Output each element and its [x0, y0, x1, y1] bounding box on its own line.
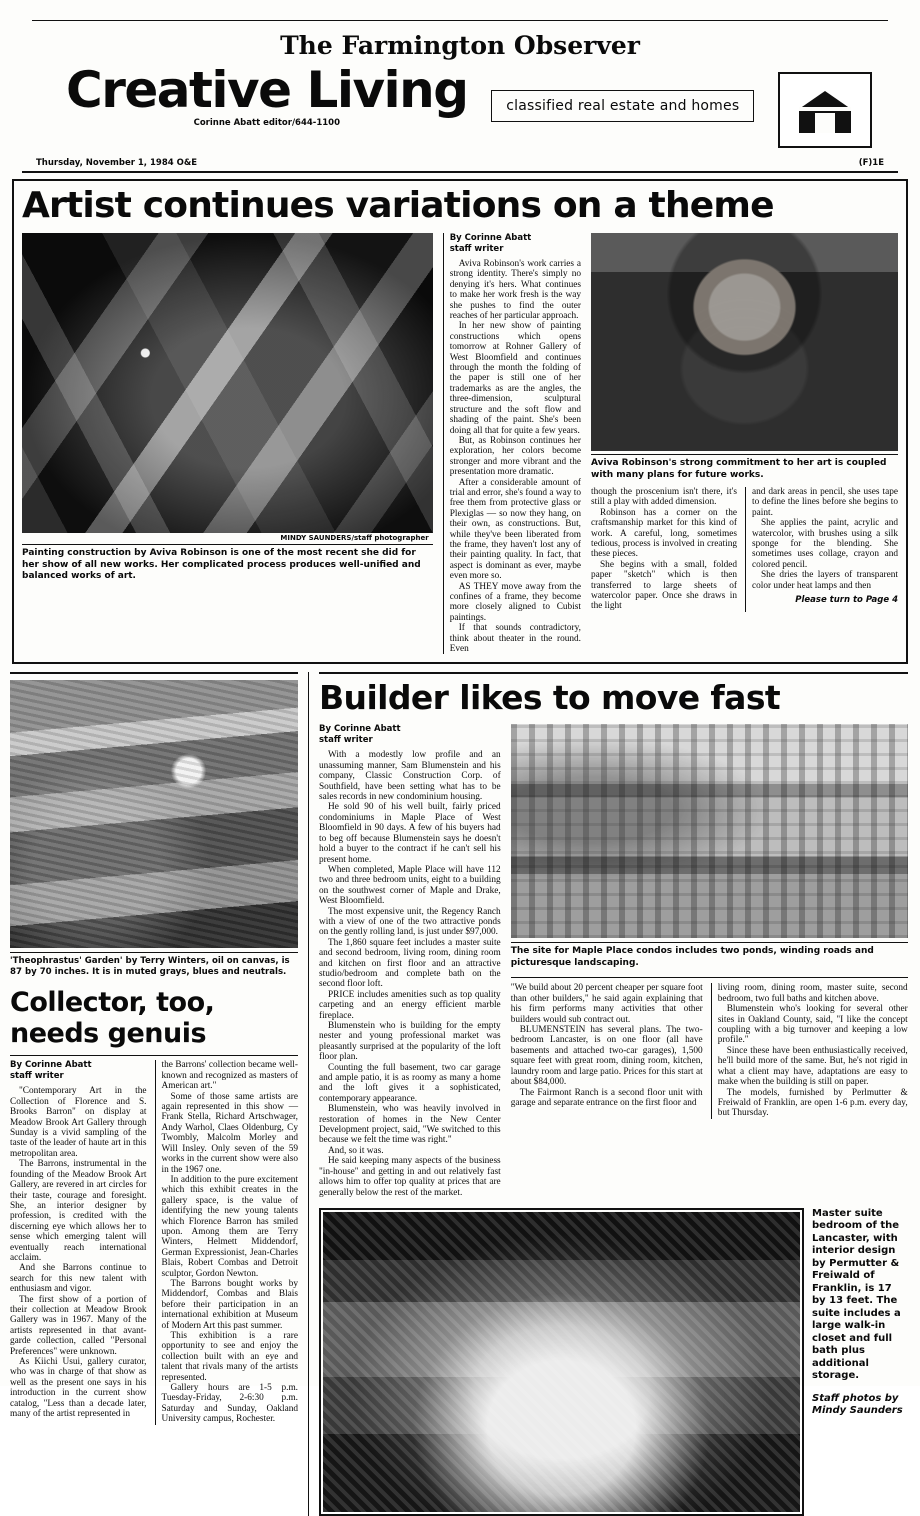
paragraph: Blumenstein who is building for the empty nester and young professional market was pleasantly surprised at the popularity of the loft floor plan. [319, 1021, 501, 1063]
paragraph: The 1,860 square feet includes a master suite and second bedroom, living room, dining room and kitchen on first floor and an attractive studio/bedroom and complete bath on the second floor loft. [319, 937, 501, 990]
story3-byline-name: By Corinne Abatt [10, 1060, 92, 1071]
paragraph: Robinson has a corner on the craftsmanship market for this kind of work. A careful, long, sometimes tedious, process is involved in creating these pieces. [591, 507, 737, 560]
paragraph: living room, dining room, master suite, second bedroom, two full baths and kitchen above. [717, 983, 908, 1004]
paragraph: In addition to the pure excitement which this exhibit creates in the gallery space, is the value of identifying the new young talents which Florence Barron has smiled upon. Among them are Terry Winters, Helmett Middendorf, German Expressionist, Jean-Charles Blais, Robert Combas and Detroit sculptor, Gordon Newton. [161, 1174, 298, 1279]
page-number: (F)1E [858, 158, 884, 168]
paragraph: The Fairmont Ranch is a second floor unit with garage and separate entrance on the first floor and [510, 1087, 703, 1108]
aviva-robinson-portrait [591, 233, 898, 451]
section-title-block [30, 61, 468, 128]
paragraph: BLUMENSTEIN has several plans. The two-bedroom Lancaster, is on one floor (all have basements and attached two-car garages), 1,500 square feet with great room, dining room, kitchen, laundry room and large patio. Prices for this start at about $84,000. [510, 1025, 703, 1088]
story2-byline-role: staff writer [319, 735, 373, 746]
theophrastus-garden-painting-photo [10, 680, 298, 948]
paragraph: PRICE includes amenities such as top quality carpeting and an energy efficient marble fireplace. [319, 989, 501, 1021]
story2-caption: The site for Maple Place condos includes two ponds, winding roads and picturesque landscaping. [510, 946, 874, 968]
paragraph: But, as Robinson continues her exploration, her colors become stronger and more vibrant and the presentation more dramatic. [449, 435, 581, 478]
story1-byline-name: By Corinne Abatt [449, 233, 532, 243]
paragraph: Since these have been enthusiastically received, he'll build more of the same. But, he's not rigid in what a client may have, adaptations are easy to make when the building is still on paper. [717, 1045, 908, 1088]
story1-jump-line: Please turn to Page 4 [795, 595, 898, 606]
editor-credit: Corinne Abatt editor/644-1100 [193, 118, 340, 128]
story3-headline-line1: Collector, too, [10, 987, 215, 1019]
paragraph: This exhibition is a rare opportunity to see and enjoy the collection built with an eye and talent that rivals many of the artists represented. [161, 1331, 298, 1383]
story-collector [10, 672, 298, 1515]
story1-byline-role: staff writer [449, 244, 504, 254]
paragraph: "Contemporary Art in the Collection of Florence and S. Brooks Barron" on display at Meadow Brook Art Gallery through Sunday is a vivid sampling of the taste of the leader of haute art in this metropolitan area. [10, 1086, 147, 1159]
paragraph: Counting the full basement, two car garage and ample patio, it is as roomy as many a home and the loft gives it a sophisticated, contemporary appearance. [319, 1062, 501, 1104]
paper-name-text: The Farmington Observer [270, 31, 650, 60]
paper-name [18, 31, 902, 60]
masthead-rule [32, 20, 888, 21]
house-logo-icon [795, 87, 855, 133]
paragraph: The Barrons, instrumental in the founding of the Meadow Brook Art Gallery, are revered in art circles for their taste, courage and foresight. She, an interior designer by profession, is credited with the discerning eye which allows her to sense which emerging talent will eventually reach international acclaim. [10, 1159, 147, 1263]
story3-headline [10, 987, 298, 1049]
sidebar-caption: Master suite bedroom of the Lancaster, with interior design by Permutter & Freiwald of Franklin, is 17 by 13 feet. The suite includes a large walk-in closet and full bath plus additional storage. [812, 1207, 901, 1382]
dateline-bar [22, 148, 898, 173]
paragraph: He sold 90 of his well built, fairly priced condominiums in Maple Place of West Bloomfield in 90 days. A few of his buyers had to beg off because Blumenstein says he doesn't hold a buyer to the contract if he can't sell his present home. [319, 802, 501, 865]
paragraph: She dries the layers of transparent color under heat lamps and then [752, 570, 898, 591]
paragraph: She applies the paint, acrylic and watercolor, with brushes using a silk sponge for the blending. She sometimes uses collage, crayon and colored pencil. [752, 518, 898, 570]
paragraph: In her new show of painting constructions which opens tomorrow at Rohner Gallery of West Bloomfield and continues through the month the folding of the paper is still one of her trademarks as are the angles, the three-dimension, sculptural structure and the soft flow and shading of the paint. She's been doing all that for quite a few years. [449, 321, 581, 436]
paragraph: and dark areas in pencil, she uses tape to define the lines before she begins to paint. [752, 487, 898, 518]
paragraph: AS THEY move away from the confines of a frame, they become more closely aligned to Cubist paintings. [449, 581, 581, 623]
story1-headline: Artist continues variations on a theme [22, 185, 774, 226]
house-logo [778, 72, 872, 148]
paragraph: though the proscenium isn't there, it's still a play with added dimension. [591, 487, 737, 508]
paragraph: And, so it was. [328, 1145, 384, 1156]
paragraph: He said keeping many aspects of the business "in-house" and getting in and out relatively fast allows him to offer top quality at prices that are generally below the rest of the market. [319, 1156, 501, 1198]
story2-byline [319, 724, 501, 746]
section-tag-block [468, 64, 778, 122]
story2-headline: Builder likes to move fast [319, 678, 781, 718]
photo-credit: MINDY SAUNDERS/staff photographer [280, 534, 429, 542]
story-builder [308, 672, 908, 1515]
story2-byline-name: By Corinne Abatt [319, 724, 401, 735]
master-suite-bedroom-photo [323, 1212, 800, 1512]
paragraph: the Barrons' collection became well-known and recognized as masters of American art." [161, 1060, 298, 1092]
paragraph: If that sounds contradictory, think about theater in the round. Even [449, 623, 581, 655]
masthead [0, 0, 920, 173]
story3-byline-role: staff writer [10, 1071, 64, 1082]
staff-photo-credit: Staff photos by Mindy Saunders [812, 1392, 903, 1417]
sculpture-construction-photo [22, 233, 433, 533]
paragraph: Blumenstein, who was heavily involved in restoration of homes in the New Center Development project, said, "We switched to this because we felt the time was right." [319, 1104, 501, 1146]
issue-date: Thursday, November 1, 1984 O&E [36, 158, 198, 168]
paragraph: With a modestly low profile and an unassuming manner, Sam Blumenstein and his company, Classic Construction Corp. of Southfield, have been setting what has to be sales records in new condominium housing. [319, 750, 501, 803]
paragraph: The most expensive unit, the Regency Ranch with a view of one of the two attractive ponds on the gently rolling land, is just under $97,000. [319, 906, 501, 938]
paragraph: Some of those same artists are again represented in this show — Frank Stella, Richard Artschwager, Andy Warhol, Claes Oldenburg, Cy Twombly, Malcolm Morley and Will Insley. Only seven of the 59 works in the current show were also in the 1967 one. [161, 1091, 298, 1175]
paragraph: Aviva Robinson's work carries a strong identity. There's simply no denying it's hers. What continues to make her work fresh is the way she pushes to find the outer reaches of her particular approach. [449, 259, 581, 322]
page-title: Creative Living [66, 61, 468, 119]
paragraph: The first show of a portion of their collection at Meadow Brook Gallery was in 1967. Many of the artists represented in that avant-garde collection, called "Personal Preferences" were unknown. [10, 1294, 147, 1357]
paragraph: "We build about 20 percent cheaper per square foot than other builders," he said again explaining that his firm performs many activities that other builders would sub contract out. [510, 983, 703, 1025]
section-header-row [18, 61, 902, 148]
paragraph: Gallery hours are 1-5 p.m. Tuesday-Friday, 2-6:30 p.m. Saturday and Sunday, Oakland University campus, Rochester. [161, 1383, 298, 1425]
paragraph: She begins with a small, folded paper "sketch" which is then transferred to large sheets of watercolor paper. Once she draws in the light [591, 559, 737, 612]
paragraph: The Barrons bought works by Middendorf, Combas and Blais before their participation in an international exhibition at Museum of Modern Art this past summer. [161, 1278, 298, 1331]
maple-place-condos-photo [511, 724, 908, 938]
paragraph: And she Barrons continue to search for this new talent with enthusiasm and vigor. [10, 1263, 147, 1295]
paragraph: The models, furnished by Perlmutter & Freiwald of Franklin, are open 1-6 p.m. every day, but Thursday. [717, 1087, 908, 1119]
story3-byline [10, 1060, 147, 1082]
story1-main-caption: Painting construction by Aviva Robinson is one of the most recent she did for her show of all new works. Her complicated process produces well-unified and balanced works of art. [22, 548, 421, 581]
story1-byline [450, 233, 581, 255]
story-artist-variations [0, 179, 920, 664]
paragraph: As Kiichi Usui, gallery curator, who was in charge of that show as well as the present one says in his introduction in the current show catalog, "Less than a decade later, many of the artist represented in [10, 1357, 147, 1420]
lower-page-section [0, 672, 920, 1515]
story1-body-grid [22, 233, 898, 654]
section-tag: classified real estate and homes [491, 90, 754, 122]
story1-portrait-caption: Aviva Robinson's strong commitment to her art is coupled with many plans for future works. [591, 458, 887, 480]
paragraph: When completed, Maple Place will have 112 two and three bedroom units, eight to a building on the southwest corner of Maple and Drake, West Bloomfield. [319, 864, 501, 907]
paragraph: Blumenstein who's looking for several other sites in Oakland County, said, "I like the concept coupling with a big turnover and keeping a low profile." [717, 1004, 908, 1046]
story3-headline-line2: needs genuis [10, 1018, 207, 1050]
paragraph: After a considerable amount of trial and error, she's found a way to free them from protective glass or Plexiglas — so now they hang, on their own, as constructions. But, while they've been liberated from the frame, they haven't lost any of their painting quality. In fact, that aspect is dominant as ever, maybe even more so. [449, 477, 581, 582]
story3-caption: 'Theophrastus' Garden' by Terry Winters, oil on canvas, is 87 by 70 inches. It is in muted grays, blues and neutrals. [10, 956, 290, 977]
